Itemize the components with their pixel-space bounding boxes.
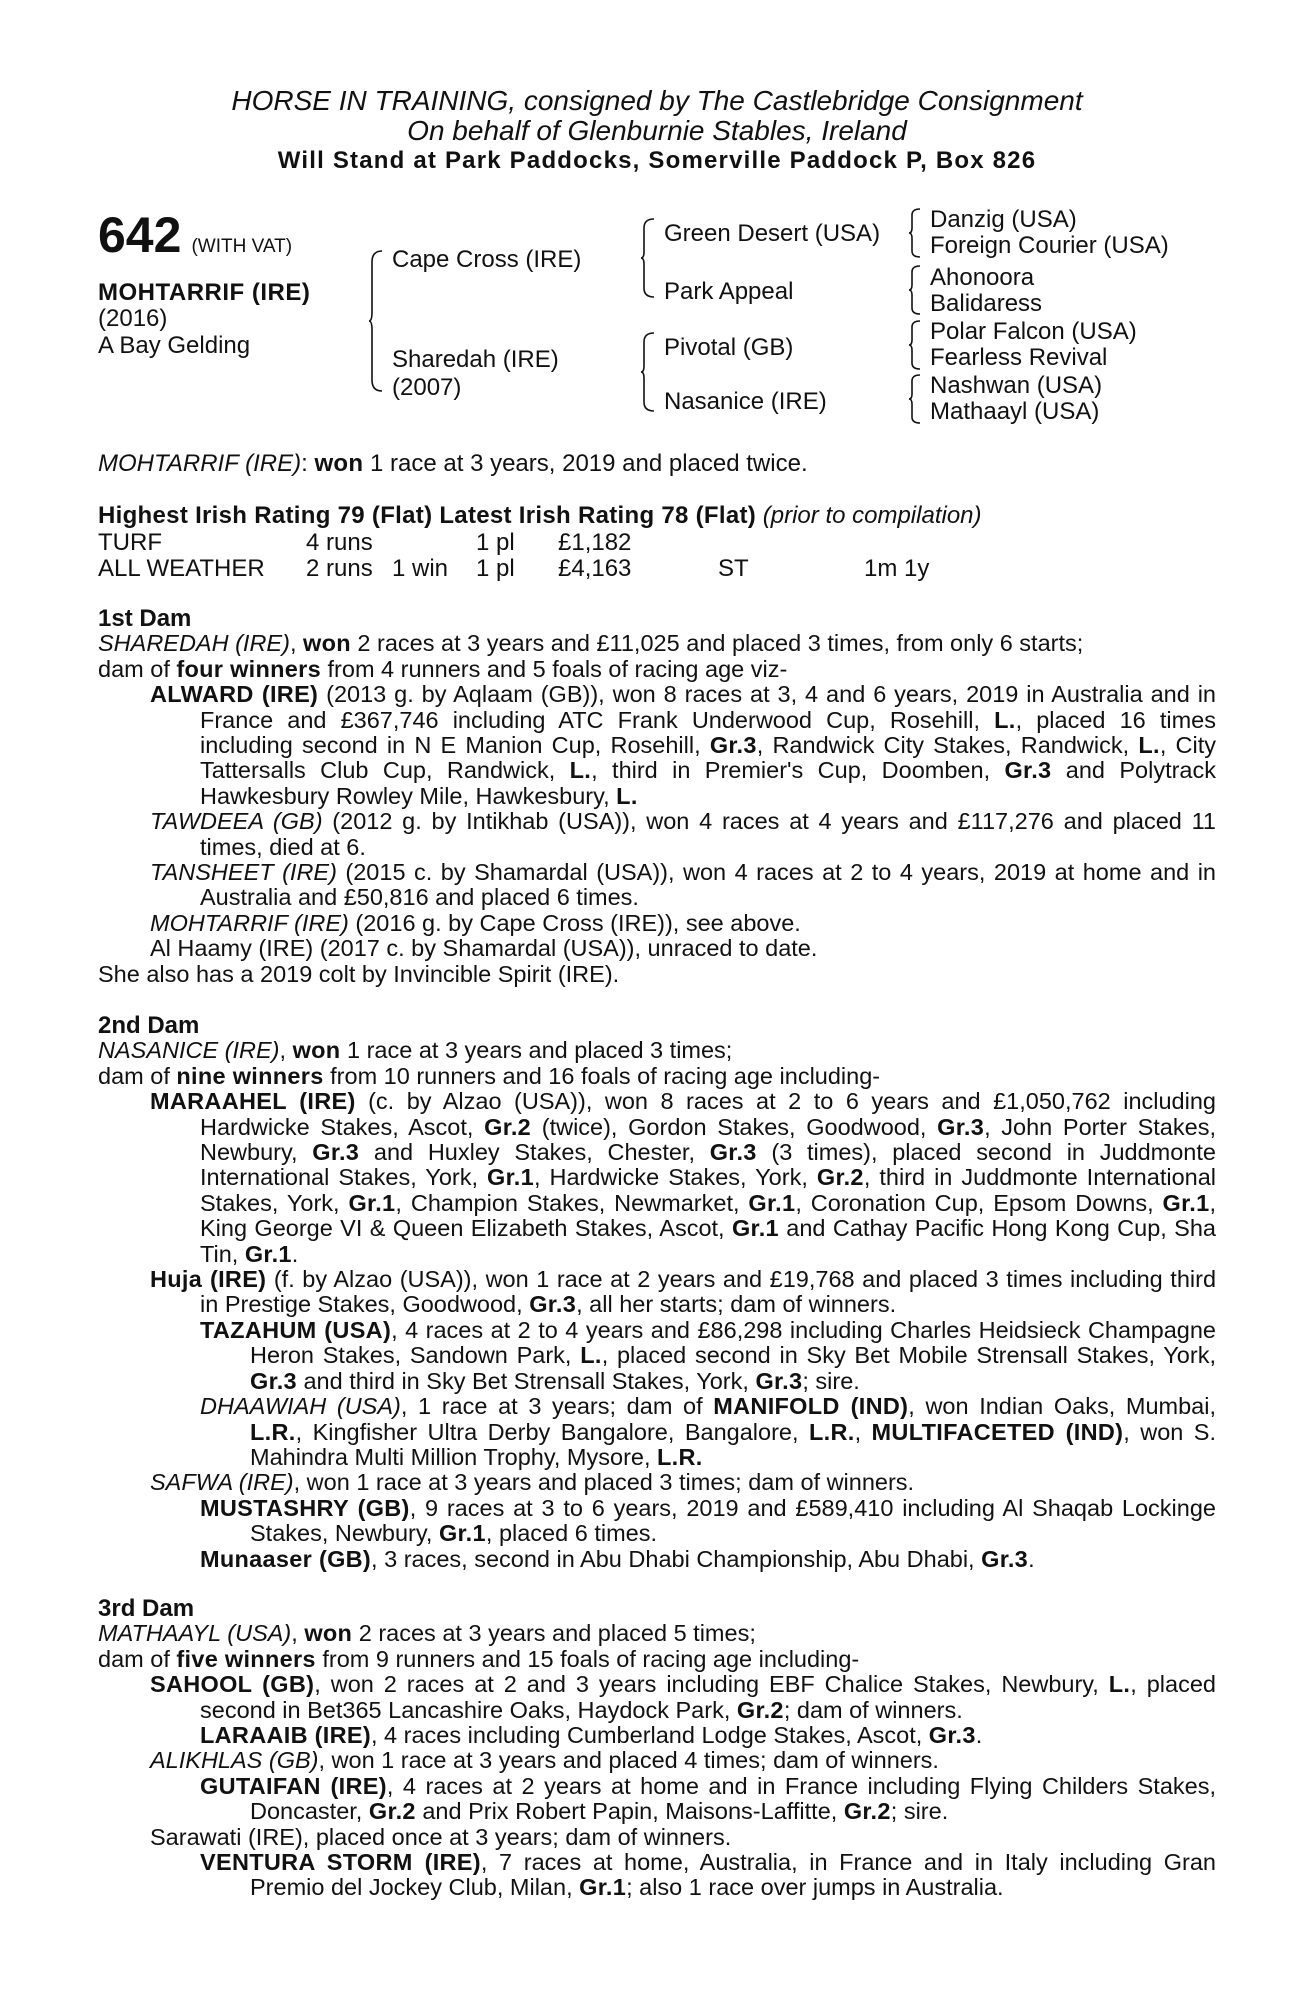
produce-entry: SAHOOL (GB), won 2 races at 2 and 3 years including EBF Chalice Stakes, Newbury, L., placed second in Bet365 Lancashire Oaks, Haydock Park, Gr.2; dam of winners. <box>150 1671 1216 1723</box>
lot-number: 642 <box>98 207 182 263</box>
produce-entry: Huja (IRE) (f. by Alzao (USA)), won 1 race at 2 years and £19,768 and placed 3 times including third in Prestige Stakes, Goodwood, Gr.3, all her starts; dam of winners. <box>150 1266 1217 1318</box>
pedigree-sire: Cape Cross (IRE) <box>392 246 582 273</box>
record-surface: ALL WEATHER <box>98 555 265 582</box>
section-heading: 2nd Dam <box>98 1012 200 1039</box>
pedigree-brace-g1 <box>908 208 922 258</box>
produce-note: She also has a 2019 colt by Invincible Spirit (IRE). <box>98 960 620 987</box>
second-dam-section <box>98 1013 1216 1572</box>
produce-entry: Sarawati (IRE), placed once at 3 years; dam of winners. <box>150 1823 732 1850</box>
pedigree-g1: Danzig (USA) <box>930 206 1077 233</box>
pedigree-brace-g4 <box>908 374 922 424</box>
pedigree-dam-dam: Nasanice (IRE) <box>664 388 827 415</box>
section-heading: 3rd Dam <box>98 1595 195 1622</box>
produce-entry: ALIKHLAS (GB), won 1 race at 3 years and placed 4 times; dam of winners. <box>150 1747 939 1774</box>
horse-name: MOHTARRIF (IRE) <box>98 279 311 306</box>
pedigree-sire-dam: Park Appeal <box>664 278 794 305</box>
pedigree-dam-sire: Pivotal (GB) <box>664 334 794 361</box>
record-runs: 4 runs <box>306 529 373 556</box>
produce-entry: DHAAWIAH (USA), 1 race at 3 years; dam of MANIFOLD (IND), won Indian Oaks, Mumbai, L.R., Kingfisher Ultra Derby Bangalore, Bangalore, L.R., MULTIFACETED (IND), won S. Mahindra Multi Million Trophy, Mysore, L.R. <box>200 1393 1216 1470</box>
dam-produce: dam of five winners from 9 runners and 15 foals of racing age including- <box>98 1645 860 1672</box>
produce-entry: MARAAHEL (IRE) (c. by Alzao (USA)), won 8 races at 2 to 6 years and £1,050,762 including Hardwicke Stakes, Ascot, Gr.2 (twice), Gordon Stakes, Goodwood, Gr.3, John Porter Stakes, Newbury, Gr.3 and Huxley Stakes, Chester, Gr.3 (3 times), placed second in Juddmonte International Stakes, York, Gr.1, Hardwicke Stakes, York, Gr.2, third in Juddmonte International Stakes, York, Gr.1, Champion Stakes, Newmarket, Gr.1, Coronation Cup, Epsom Downs, Gr.1, King George VI & Queen Elizabeth Stakes, Ascot, Gr.1 and Cathay Pacific Hong Kong Cup, Sha Tin, Gr.1. <box>150 1088 1217 1267</box>
horse-description: A Bay Gelding <box>98 332 251 359</box>
dam-record: NASANICE (IRE), won 1 race at 3 years and placed 3 times; <box>98 1037 733 1064</box>
record-going: ST <box>718 555 749 582</box>
pedigree-dam: Sharedah (IRE) <box>392 346 559 373</box>
first-dam-section <box>98 606 1216 987</box>
produce-entry: SAFWA (IRE), won 1 race at 3 years and placed 3 times; dam of winners. <box>150 1469 915 1496</box>
pedigree-brace-sire <box>640 218 656 298</box>
consignor-line: HORSE IN TRAINING, consigned by The Castlebridge Consignment <box>231 85 1083 116</box>
pedigree-g4: Balidaress <box>930 290 1043 317</box>
produce-entry: TANSHEET (IRE) (2015 c. by Shamardal (USA)), won 4 races at 2 to 4 years, 2019 at home and in Australia and £50,816 and placed 6 times. <box>150 859 1216 911</box>
record-runs: 2 runs <box>306 555 373 582</box>
vat-label: (WITH VAT) <box>191 236 293 257</box>
produce-entry: TAWDEEA (GB) (2012 g. by Intikhab (USA)), won 4 races at 4 years and £117,276 and placed 11 times, died at 6. <box>150 808 1216 860</box>
record-placed: 1 pl <box>476 529 515 556</box>
record-distance: 1m 1y <box>864 555 930 582</box>
horse-year: (2016) <box>98 305 168 332</box>
record-prize: £4,163 <box>558 555 632 582</box>
pedigree-brace-main <box>368 250 384 392</box>
pedigree-brace-g3 <box>908 320 922 370</box>
third-dam-section <box>98 1596 1216 1901</box>
dam-produce: dam of nine winners from 10 runners and 16 foals of racing age including- <box>98 1062 881 1089</box>
location-line: Will Stand at Park Paddocks, Somerville Paddock P, Box 826 <box>277 147 1037 174</box>
dam-record: MATHAAYL (USA), won 2 races at 3 years and placed 5 times; <box>98 1620 756 1647</box>
produce-entry: ALWARD (IRE) (2013 g. by Aqlaam (GB)), won 8 races at 3, 4 and 6 years, 2019 in Australia and in France and £367,746 including ATC Frank Underwood Cup, Rosehill, L., placed 16 times including second in N E Manion Cup, Rosehill, Gr.3, Randwick City Stakes, Randwick, L., City Tattersalls Club Cup, Randwick, L., third in Premier's Cup, Doomben, Gr.3 and Polytrack Hawkesbury Rowley Mile, Hawkesbury, L. <box>150 681 1216 809</box>
race-summary: MOHTARRIF (IRE): won 1 race at 3 years, 2019 and placed twice. <box>98 450 808 477</box>
pedigree-brace-dam <box>640 332 656 412</box>
pedigree-g7: Nashwan (USA) <box>930 372 1103 399</box>
lot-heading <box>98 206 292 264</box>
produce-entry: MUSTASHRY (GB), 9 races at 3 to 6 years, 2019 and £589,410 including Al Shaqab Lockinge Stakes, Newbury, Gr.1, placed 6 times. <box>200 1494 1216 1547</box>
produce-entry: VENTURA STORM (IRE), 7 races at home, Australia, in France and in Italy including Gran Premio del Jockey Club, Milan, Gr.1; also 1 race over jumps in Australia. <box>200 1849 1216 1901</box>
record-wins: 1 win <box>392 555 449 582</box>
produce-entry: LARAAIB (IRE), 4 races including Cumberland Lodge Stakes, Ascot, Gr.3. <box>200 1722 983 1749</box>
produce-entry: Al Haamy (IRE) (2017 c. by Shamardal (USA)), unraced to date. <box>150 935 818 962</box>
record-surface: TURF <box>98 529 162 556</box>
produce-entry: GUTAIFAN (IRE), 4 races at 2 years at home and in France including Flying Childers Stakes, Doncaster, Gr.2 and Prix Robert Papin, Maisons-Laffitte, Gr.2; sire. <box>200 1772 1217 1825</box>
pedigree-sire-sire: Green Desert (USA) <box>664 220 881 247</box>
pedigree-g5: Polar Falcon (USA) <box>930 318 1137 345</box>
pedigree-g3: Ahonoora <box>930 264 1035 291</box>
pedigree-g2: Foreign Courier (USA) <box>930 232 1169 259</box>
dam-produce: dam of four winners from 4 runners and 5 foals of racing age viz- <box>98 655 788 682</box>
pedigree-g6: Fearless Revival <box>930 344 1108 371</box>
pedigree-dam-year: (2007) <box>392 374 462 401</box>
record-prize: £1,182 <box>558 529 632 556</box>
pedigree-brace-g2 <box>908 265 922 315</box>
produce-entry: Munaaser (GB), 3 races, second in Abu Dhabi Championship, Abu Dhabi, Gr.3. <box>200 1545 1035 1572</box>
produce-entry: TAZAHUM (USA), 4 races at 2 to 4 years and £86,298 including Charles Heidsieck Champagne Heron Stakes, Sandown Park, L., placed second in Sky Bet Mobile Strensall Stakes, York, Gr.3 and third in Sky Bet Strensall Stakes, York, Gr.3; sire. <box>200 1316 1216 1394</box>
section-heading: 1st Dam <box>98 605 192 632</box>
record-placed: 1 pl <box>476 555 515 582</box>
pedigree-g8: Mathaayl (USA) <box>930 398 1100 425</box>
behalf-line: On behalf of Glenburnie Stables, Ireland <box>407 115 907 146</box>
dam-record: SHAREDAH (IRE), won 2 races at 3 years and £11,025 and placed 3 times, from only 6 starts; <box>98 630 1084 657</box>
produce-entry: MOHTARRIF (IRE) (2016 g. by Cape Cross (IRE)), see above. <box>150 909 801 936</box>
ratings-line: Highest Irish Rating 79 (Flat) Latest Irish Rating 78 (Flat) (prior to compilation) <box>98 502 982 529</box>
